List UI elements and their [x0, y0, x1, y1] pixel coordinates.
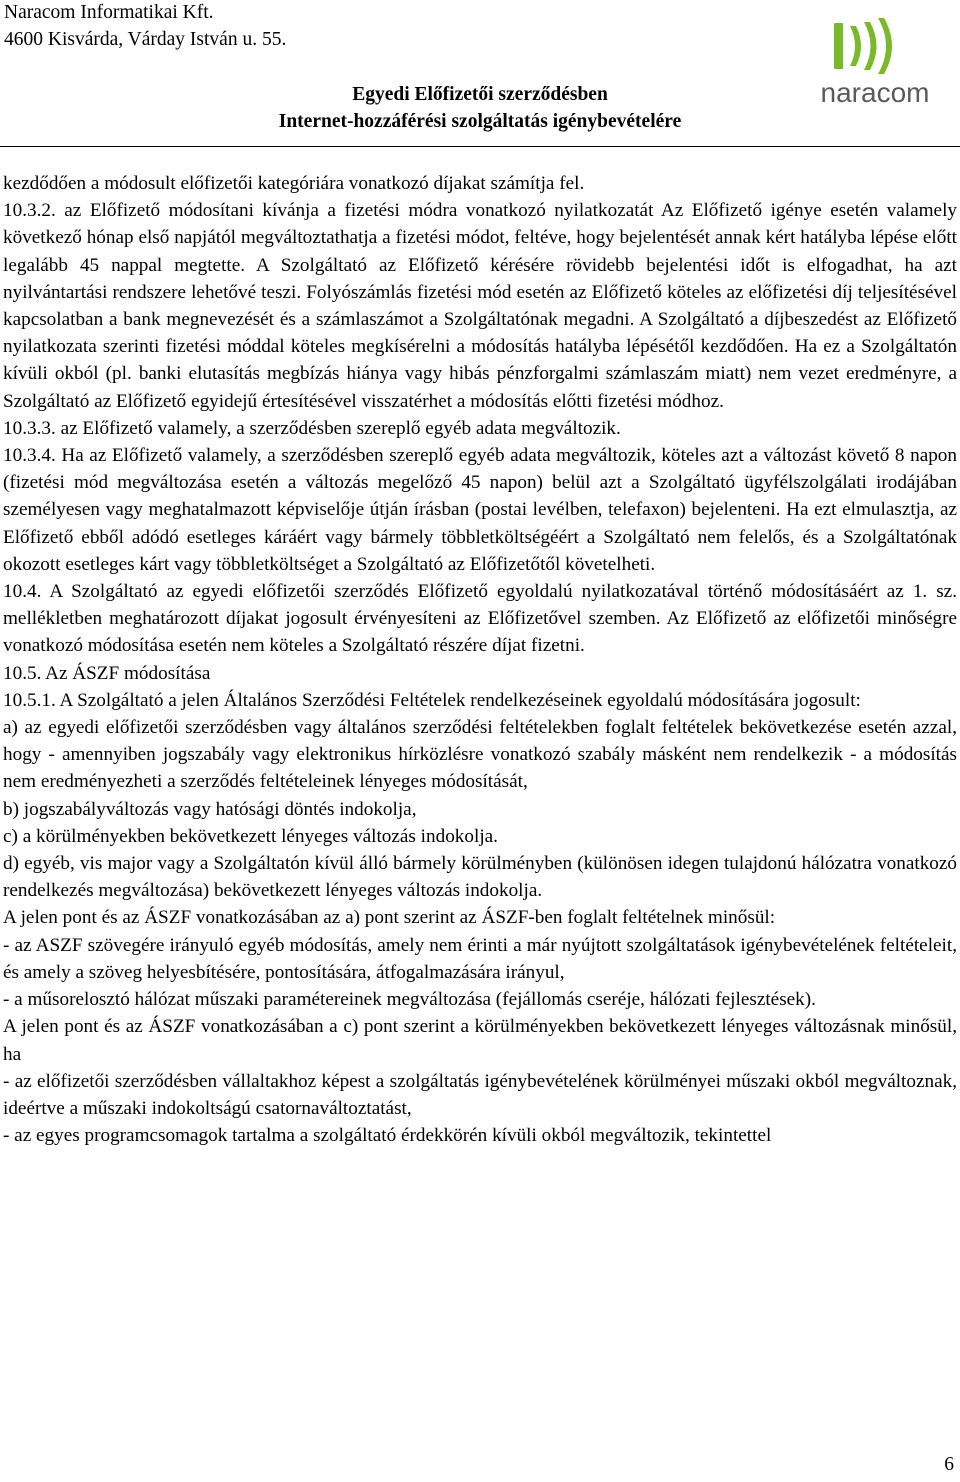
list-item: - az ASZF szövegére irányuló egyéb módosítás, amely nem érinti a már nyújtott szolgáltatások igénybevételének feltételeit, és amely a szöveg helyesbítésére, pontosítására, átfogalmazására irányul,	[3, 934, 957, 983]
paragraph: A jelen pont és az ÁSZF vonatkozásában a c) pont szerint a körülményekben bekövetkezett lényeges változásnak minősül, ha	[3, 1016, 957, 1065]
list-item: c) a körülményekben bekövetkezett lényeges változás indokolja.	[3, 825, 498, 847]
paragraph: kezdődően a módosult előfizetői kategóriára vonatkozó díjakat számítja fel.	[3, 173, 585, 194]
paragraph: 10.3.2. az Előfizető módosítani kívánja a fizetési módra vonatkozó nyilatkozatát Az Előfizető igénye esetén valamely következő hónap első napjától megváltoztathatja a fizetési módot, feltéve, hogy bejelentését annak kért hatályba lépése előtt legalább 45 nappal megtette. A Szolgáltató az Előfizető kérésére rövidebb bejelentési időt is elfogadhat, ha azt nyilvántartási rendszere lehetővé teszi. Folyószámlás fizetési mód esetén az Előfizető köteles az előfizetési díj teljesítésével kapcsolatban a bank megnevezését és a számlaszámot a Szolgáltatónak megadni. A Szolgáltató a díjbeszedést az Előfizető nyilatkozata szerinti fizetési móddal köteles megkísérelni a módosítás hatályba lépésétől kezdődően. Ha ez a Szolgáltatón kívüli okból (pl. banki elutasítás megbízás hiánya vagy hibás pénzforgalmi számlaszám miatt) nem vezet eredményre, a Szolgáltató az Előfizető egyidejű értesítésével visszatérhet a módosítás előtti fizetési módhoz.	[3, 200, 957, 412]
list-item: a) az egyedi előfizetői szerződésben vagy általános szerződési feltételekben foglalt feltételek bekövetkezése esetén azzal, hogy - amennyiben jogszabály vagy elektronikus hírközlésre vonatkozó szabály másként nem rendelkezik - a módosítás nem eredményezheti a szerződés feltételeinek lényeges módosítását,	[3, 717, 957, 793]
page-number: 6	[944, 1454, 954, 1475]
page-header	[0, 0, 960, 150]
paragraph: 10.3.3. az Előfizető valamely, a szerződésben szereplő egyéb adata megváltozik.	[3, 417, 621, 439]
document-title-line-1: Egyedi Előfizetői szerződésben	[352, 84, 608, 105]
logo-wordmark: naracom	[820, 77, 930, 108]
list-item: - az előfizetői szerződésben vállaltakhoz képest a szolgáltatás igénybevételének körülményei műszaki okból megváltoznak, ideértve a műszaki indokoltságú csatornaváltoztatást,	[3, 1070, 957, 1119]
signal-waves-icon	[834, 18, 892, 74]
header-divider	[0, 146, 960, 147]
paragraph: A jelen pont és az ÁSZF vonatkozásában az a) pont szerint az ÁSZF-ben foglalt feltételnek minősül:	[3, 907, 776, 929]
document-body	[3, 170, 957, 1149]
section-heading: 10.5. Az ÁSZF módosítása	[3, 662, 211, 684]
company-name: Naracom Informatikai Kft.	[4, 2, 214, 23]
list-item: b) jogszabályváltozás vagy hatósági döntés indokolja,	[3, 798, 417, 820]
list-item: - az egyes programcsomagok tartalma a szolgáltató érdekkörén kívüli okból megváltozik, tekintettel	[3, 1125, 772, 1147]
company-address: 4600 Kisvárda, Várday István u. 55.	[4, 29, 287, 50]
document-title-line-2: Internet-hozzáférési szolgáltatás igénybevételére	[278, 111, 682, 132]
paragraph: 10.5.1. A Szolgáltató a jelen Általános Szerződési Feltételek rendelkezéseinek egyoldalú módosítására jogosult:	[3, 689, 861, 711]
list-item: d) egyéb, vis major vagy a Szolgáltatón kívül álló bármely körülményben (különösen idegen tulajdonú hálózatra vonatkozó rendelkezés megváltozása) bekövetkezett lényeges változás indokolja.	[3, 853, 957, 902]
paragraph: 10.3.4. Ha az Előfizető valamely, a szerződésben szereplő egyéb adata megváltozik, köteles azt a változást követő 8 napon (fizetési mód megváltozása esetén a változás megelőző 45 napon) belül azt a Szolgáltató ügyfélszolgálati irodájában személyesen vagy meghatalmazott képviselője útján írásban (postai levélben, telefaxon) bejelenteni. Ha ezt elmulasztja, az Előfizető ebből adódó esetleges káráért vagy bármely többletköltségéért a Szolgáltató nem felelős, és a Szolgáltatónak okozott esetleges kárt vagy többletköltséget a Szolgáltató az Előfizetőtől követelheti.	[3, 445, 957, 575]
paragraph: 10.4. A Szolgáltató az egyedi előfizetői szerződés Előfizető egyoldalú nyilatkozatával történő módosításáért az 1. sz. mellékletben meghatározott díjakat jogosult érvényesíteni az Előfizetővel szemben. Az Előfizető az előfizetői minőségre vonatkozó módosítása esetén nem köteles a Szolgáltató részére díjat fizetni.	[3, 581, 957, 657]
list-item: - a műsorelosztó hálózat műszaki paramétereinek megváltozása (fejállomás cseréje, hálózati fejlesztések).	[3, 989, 816, 1011]
naracom-logo	[800, 18, 950, 110]
